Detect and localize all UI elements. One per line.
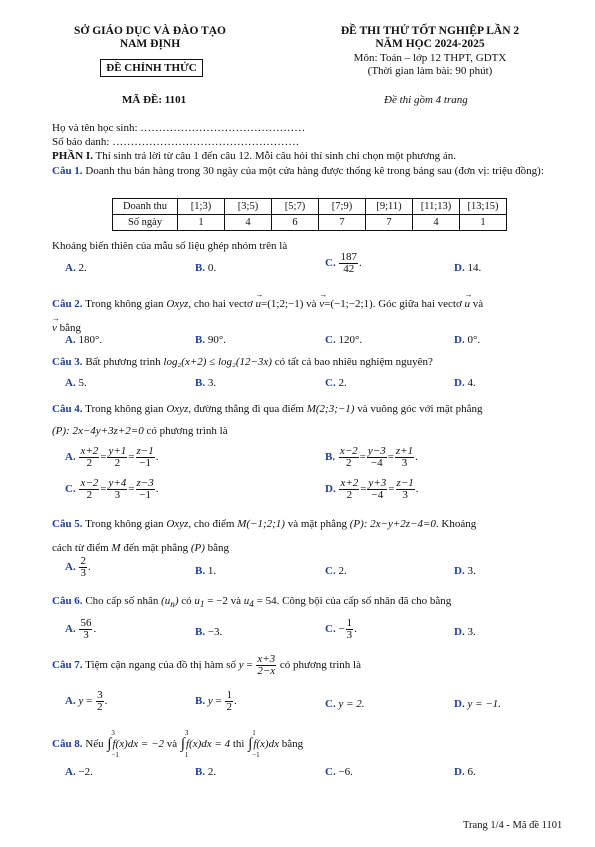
q2-b-text: 90°. — [207, 334, 226, 346]
q1-c-num: 187 — [340, 251, 357, 263]
q5-a-den: 3 — [80, 567, 86, 579]
q6-text1: Cho cấp số nhân — [85, 595, 162, 607]
q6-c-den: 3 — [346, 629, 353, 641]
q8-text3: thì — [230, 738, 248, 751]
table-cell: [5;7) — [272, 199, 319, 215]
table-header-cell: Số ngày — [113, 215, 178, 231]
q4-option-d[interactable]: D. $\frac{x+2}{2}$ = $\frac{y+3}{-4}$ = $\frac{z-1}{3}$ . — [325, 477, 419, 501]
q3-label: Câu 3. — [52, 356, 83, 368]
q4-text4: có phương trình là — [143, 425, 228, 437]
question-3 — [52, 356, 433, 368]
q5-label: Câu 5. — [52, 518, 83, 530]
q3-option-a[interactable]: A. 5. — [65, 377, 87, 389]
q4-a-d1: 2 — [86, 457, 93, 469]
q7-option-d[interactable]: D. y = −1. — [454, 698, 501, 710]
q7-option-c[interactable]: C. y = 2. — [325, 698, 365, 710]
q3-text2: có tất cả bao nhiêu nghiệm nguyên? — [271, 356, 433, 368]
q1-a-text: 2. — [78, 262, 87, 274]
q8-option-a[interactable]: A. −2. — [65, 766, 93, 778]
q4-point: M(2;3;−1) — [306, 403, 355, 415]
q3-option-d[interactable]: D. 4. — [454, 377, 476, 389]
table-row — [113, 215, 507, 231]
question-2: Câu 2. Trong không gian Oxyz, cho hai vectơ → u=(1;2;−1) và → v=(−1;−2;1). Góc giữa hai vectơ → u và → v bằng — [52, 292, 572, 340]
exam-title: ĐỀ THI THỬ TỐT NGHIỆP LẦN 2 — [340, 25, 520, 37]
table-cell: 1 — [178, 215, 225, 231]
q5-text3: và mặt phẳng — [284, 518, 350, 530]
q4-option-b[interactable]: B. $\frac{x-2}{2}$ = $\frac{y-3}{-4}$ = $\frac{z+1}{3}$ . — [325, 445, 418, 469]
table-cell: [11;13) — [413, 199, 460, 215]
student-id-line: Số báo danh: …………………………………………… — [52, 136, 300, 148]
q4-b-n3: z+1 — [395, 445, 414, 457]
q1-c-den: 42 — [343, 263, 355, 275]
part1-instruction: Thí sinh trả lời từ câu 1 đến câu 12. Mỗi câu hỏi thí sinh chỉ chọn một phương án. — [92, 150, 457, 162]
q3-d-text: 4. — [467, 377, 476, 389]
q8-i3-lower: −1 — [252, 751, 260, 759]
time-line: (Thời gian làm bài: 90 phút) — [367, 65, 493, 77]
q6-text2: có — [178, 595, 195, 607]
q2-option-c[interactable]: C. 120°. — [325, 334, 363, 346]
q5-b-text: 1. — [207, 565, 217, 577]
q7-text1: Tiệm cận ngang của đồ thị hàm số — [85, 659, 239, 672]
q8-c-text: −6. — [338, 766, 353, 778]
q4-b-n1: x−2 — [339, 445, 358, 457]
q8-text2: và — [164, 738, 180, 751]
q7-d-text: y = −1. — [467, 698, 501, 710]
q1-table — [112, 198, 507, 231]
table-cell: 1 — [460, 215, 507, 231]
q6-option-a[interactable]: A. $\frac{56}{3}$ . — [65, 617, 97, 641]
student-name-line: Họ và tên học sinh: ……………………………………… — [52, 122, 306, 134]
table-row — [113, 199, 507, 215]
q4-c-n3: z−3 — [136, 477, 154, 489]
question-4: Câu 4. Trong không gian Oxyz, đường thẳng đi qua điểm M(2;3;−1) và vuông góc với mặt phẳng (P): 2x−4y+3z+2=0 có phương trình là — [52, 403, 483, 437]
province-name: NAM ĐỊNH — [119, 38, 181, 50]
q8-i3-upper: 1 — [252, 729, 256, 737]
q1-option-d[interactable]: D. 14. — [454, 262, 482, 274]
q3-option-c[interactable]: C. 2. — [325, 377, 347, 389]
q1-followup: Khoảng biến thiên của mẫu số liệu ghép nhóm trên là — [52, 240, 288, 252]
q4-a-d2: 2 — [114, 457, 121, 469]
subject-line: Môn: Toán – lớp 12 THPT, GDTX — [353, 52, 507, 64]
q8-i2-upper: 3 — [184, 729, 189, 737]
q2-a-text: 180°. — [78, 334, 103, 346]
question-5: Câu 5. Trong không gian Oxyz, cho điểm M(−1;2;1) và mặt phẳng (P): 2x−y+2z−4=0. Khoảng cách từ điểm M đến mặt phẳng (P) bằng — [52, 518, 477, 554]
q4-c-d3: −1 — [139, 489, 151, 501]
q4-text1: Trong không gian — [85, 403, 167, 415]
table-cell: [1;3) — [178, 199, 225, 215]
q2-d-text: 0°. — [467, 334, 481, 346]
q4-option-c[interactable]: C. $\frac{x-2}{2}$ = $\frac{y+4}{3}$ = $\frac{z-3}{-1}$ . — [65, 477, 159, 501]
table-cell: [9;11) — [366, 199, 413, 215]
integral-sign: ∫ 3 −1 — [107, 729, 119, 759]
q5-option-a[interactable]: A. $\frac{2}{3}$ . — [65, 555, 91, 579]
q4-b-n2: y−3 — [367, 445, 386, 457]
q3-text1: Bất phương trình — [85, 356, 164, 368]
q6-option-b[interactable]: B. −3. — [195, 626, 223, 638]
q2-text2: , cho hai vectơ — [188, 298, 256, 310]
table-cell: [13;15) — [460, 199, 507, 215]
q4-label: Câu 4. — [52, 403, 83, 415]
q2-text4: bằng — [56, 322, 82, 334]
q3-inequality: log₂(x+2) ≤ log₂(12−3x) — [163, 356, 272, 368]
question-1 — [52, 164, 552, 178]
q4-d-d1: 2 — [346, 489, 353, 501]
q1-option-b[interactable]: B. 0. — [195, 262, 217, 274]
q2-c-text: 120°. — [338, 334, 363, 346]
q8-integral-3: f(x)dx — [253, 738, 279, 751]
q5-d-text: 3. — [467, 565, 476, 577]
table-cell: 6 — [272, 215, 319, 231]
exam-code: MÃ ĐỀ: 1101 — [122, 94, 187, 106]
pages-note: Đề thi gồm 4 trang — [384, 94, 468, 106]
q6-d-text: 3. — [467, 626, 476, 638]
q3-b-text: 3. — [207, 377, 217, 389]
part1-heading — [52, 150, 456, 162]
q5-line2a: cách từ điểm — [52, 542, 112, 554]
q3-a-text: 5. — [78, 377, 87, 389]
q6-a-num: 56 — [80, 617, 92, 629]
question-7: Câu 7. Tiệm cận ngang của đồ thị hàm số y = $\frac{x+3}{2-x}$ có phương trình là — [52, 653, 361, 677]
q5-point: M(−1;2;1) — [237, 518, 285, 530]
q4-d-d2: −4 — [371, 489, 384, 501]
table-cell: 7 — [319, 215, 366, 231]
q4-b-d3: 3 — [401, 457, 408, 469]
q4-a-d3: −1 — [139, 457, 151, 469]
q4-c-d1: 2 — [86, 489, 93, 501]
q7-option-b[interactable]: B. y = $\frac{1}{2}$ . — [195, 689, 237, 713]
q4-b-d1: 2 — [346, 457, 352, 469]
q5-c-text: 2. — [338, 565, 347, 577]
q7-fn-den: 2−x — [257, 665, 276, 677]
table-cell: 4 — [225, 215, 272, 231]
q4-b-d2: −4 — [370, 457, 383, 469]
q7-a-num: 3 — [97, 689, 103, 701]
question-6: Câu 6. Cho cấp số nhân $(u_n)$ có $u_1 = -2$ và $u_4 = 54$. Công bội của cấp số nhân đã cho bằng — [52, 595, 452, 610]
q8-text4: bằng — [278, 738, 304, 751]
school-year: NĂM HỌC 2024-2025 — [375, 38, 485, 50]
q8-i1-upper: 3 — [111, 729, 115, 737]
q7-fn-num: x+3 — [257, 653, 276, 665]
q8-i2-lower: 1 — [184, 751, 189, 759]
q7-c-text: y = 2. — [338, 698, 365, 710]
official-exam-box: ĐỀ CHÍNH THỨC — [100, 59, 203, 77]
q4-text3: và vuông góc với mặt phẳng — [354, 403, 483, 415]
q2-option-b[interactable]: B. 90°. — [195, 334, 226, 346]
q1-option-a[interactable]: A. 2. — [65, 262, 87, 274]
q4-c-n2: y+4 — [108, 477, 127, 489]
q7-b-den: 2 — [226, 701, 232, 713]
q6-option-d[interactable]: D. 3. — [454, 626, 476, 638]
q5-option-d[interactable]: D. 3. — [454, 565, 476, 577]
q3-c-text: 2. — [338, 377, 347, 389]
q4-plane: (P): 2x−4y+3z+2=0 — [52, 425, 144, 437]
q8-integral-1: f(x)dx = −2 — [112, 738, 164, 751]
q4-d-n3: z−1 — [396, 477, 414, 489]
q8-option-d[interactable]: D. 6. — [454, 766, 476, 778]
q6-u1: = −2 — [207, 595, 228, 607]
q4-d-n1: x+2 — [340, 477, 359, 489]
q5-line2c: bằng — [204, 542, 230, 554]
table-cell: [3;5) — [225, 199, 272, 215]
q6-b-text: −3. — [207, 626, 223, 638]
q1-label: Câu 1. — [52, 165, 83, 177]
q2-option-d[interactable]: D. 0°. — [454, 334, 481, 346]
q1-text: Doanh thu bán hàng trong 30 ngày của một cửa hàng được thống kê trong bảng sau (đơn vị: triệu đồng): — [85, 165, 544, 177]
q6-c-num: 1 — [346, 617, 353, 629]
q4-c-n1: x−2 — [80, 477, 99, 489]
q7-label: Câu 7. — [52, 659, 83, 672]
q8-a-text: −2. — [78, 766, 93, 778]
q4-a-n2: y+1 — [108, 445, 127, 457]
q6-label: Câu 6. — [52, 595, 83, 607]
q4-c-d2: 3 — [114, 489, 121, 501]
table-cell: 4 — [413, 215, 460, 231]
q2-option-a[interactable]: A. 180°. — [65, 334, 103, 346]
q7-text2: có phương trình là — [277, 659, 361, 672]
q5-option-b[interactable]: B. 1. — [195, 565, 217, 577]
q3-option-b[interactable]: B. 3. — [195, 377, 217, 389]
q2-v-expr: =(−1;−2;1) — [324, 298, 373, 310]
q2-text3: . Góc giữa hai vectơ — [372, 298, 465, 310]
q8-option-c[interactable]: C. −6. — [325, 766, 353, 778]
q5-text2: , cho điểm — [188, 518, 238, 530]
q4-d-d3: 3 — [402, 489, 408, 501]
q8-i1-lower: −1 — [111, 751, 119, 759]
q8-text1: Nếu — [85, 738, 107, 751]
q5-a-num: 2 — [80, 555, 86, 567]
dept-name: SỞ GIÁO DỤC VÀ ĐÀO TẠO — [74, 25, 226, 37]
q1-option-c[interactable]: C. $\frac{187}{42}$ . — [325, 251, 362, 275]
q5-option-c[interactable]: C. 2. — [325, 565, 347, 577]
q4-option-a[interactable]: A. $\frac{x+2}{2}$ = $\frac{y+1}{2}$ = $\frac{z-1}{-1}$ . — [65, 445, 159, 469]
q1-d-text: 14. — [467, 262, 482, 274]
q8-option-b[interactable]: B. 2. — [195, 766, 217, 778]
q6-a-den: 3 — [83, 629, 89, 641]
q7-a-den: 2 — [97, 701, 103, 713]
q8-b-text: 2. — [207, 766, 217, 778]
q6-option-c[interactable]: C. − $\frac{1}{3}$ . — [325, 617, 357, 641]
question-8 — [52, 729, 304, 759]
page-footer: Trang 1/4 - Mã đề 1101 — [463, 820, 563, 831]
integral-sign: ∫ 3 1 — [180, 729, 189, 759]
q4-a-n1: x+2 — [80, 445, 99, 457]
q2-u-expr: =(1;2;−1) — [261, 298, 304, 310]
q6-text4: . Công bội của cấp số nhân đã cho bằng — [276, 595, 452, 607]
integral-sign: ∫ 1 −1 — [248, 729, 260, 759]
q6-u4: = 54 — [256, 595, 277, 607]
q1-b-text: 0. — [207, 262, 217, 274]
q1-c-fraction — [339, 252, 358, 275]
q4-a-n3: z−1 — [136, 445, 154, 457]
q2-text1: Trong không gian — [85, 298, 167, 310]
q2-label: Câu 2. — [52, 298, 83, 310]
q5-text4: . Khoảng — [435, 518, 477, 530]
q5-text1: Trong không gian — [85, 518, 167, 530]
q7-option-a[interactable]: A. y = $\frac{3}{2}$ . — [65, 689, 108, 713]
part1-title: PHẦN I. — [52, 150, 93, 162]
q8-d-text: 6. — [467, 766, 476, 778]
q6-text3: và — [227, 595, 244, 607]
q5-line2b: đến mặt phẳng — [120, 542, 191, 554]
table-cell: [7;9) — [319, 199, 366, 215]
q8-label: Câu 8. — [52, 738, 83, 751]
q5-plane: (P): 2x−y+2z−4=0 — [349, 518, 436, 530]
q8-integral-2: f(x)dx = 4 — [186, 738, 231, 751]
q4-d-n2: y+3 — [368, 477, 387, 489]
table-cell: 7 — [366, 215, 413, 231]
q4-text2: , đường thẳng đi qua điểm — [188, 403, 307, 415]
q7-b-num: 1 — [226, 689, 232, 701]
table-header-cell: Doanh thu — [113, 199, 178, 215]
